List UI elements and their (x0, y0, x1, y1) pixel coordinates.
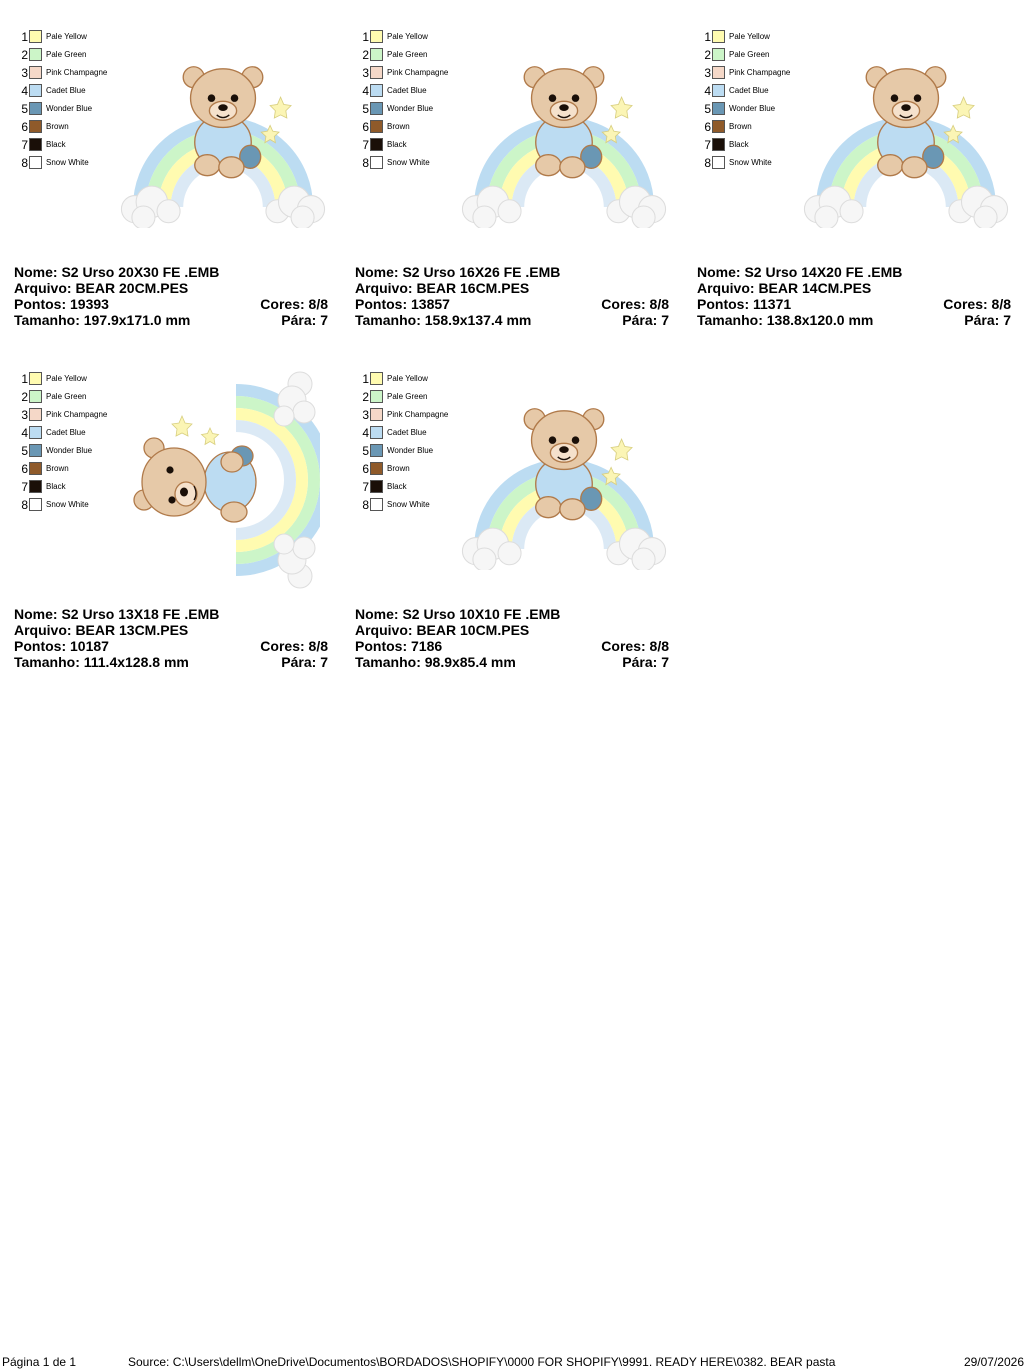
color-number: 6 (21, 462, 28, 476)
stop-count: Pára: 7 (281, 654, 328, 670)
color-number: 6 (704, 120, 711, 134)
color-legend-row (359, 442, 469, 460)
color-legend-row (18, 406, 128, 424)
color-swatch (29, 48, 42, 61)
color-number: 8 (21, 498, 28, 512)
stitch-count: Pontos: 10187 (14, 638, 109, 654)
color-name: Snow White (387, 158, 430, 167)
color-name: Wonder Blue (729, 104, 776, 113)
color-swatch (29, 390, 42, 403)
stitch-count: Pontos: 7186 (355, 638, 443, 654)
color-number: 4 (704, 84, 711, 98)
color-swatch (712, 30, 725, 43)
color-legend-row (18, 46, 128, 64)
color-swatch (370, 408, 383, 421)
color-name: Pale Green (387, 392, 428, 401)
color-legend-row (359, 370, 469, 388)
design-card (355, 26, 669, 346)
color-swatch (29, 102, 42, 115)
color-name: Black (46, 140, 66, 149)
color-swatch (370, 30, 383, 43)
color-swatch (29, 372, 42, 385)
color-number: 4 (21, 84, 28, 98)
color-swatch (370, 120, 383, 133)
color-legend-row (18, 100, 128, 118)
color-swatch (370, 462, 383, 475)
color-count: Cores: 8/8 (260, 296, 328, 312)
design-card (14, 368, 328, 688)
color-number: 7 (362, 480, 369, 494)
color-legend-row (18, 460, 128, 478)
color-legend (359, 28, 469, 172)
color-name: Black (46, 482, 66, 491)
color-number: 7 (362, 138, 369, 152)
color-name: Pale Green (387, 50, 428, 59)
color-legend-row (18, 370, 128, 388)
color-legend (18, 370, 128, 514)
design-info (14, 264, 328, 328)
color-name: Wonder Blue (387, 446, 434, 455)
color-number: 3 (704, 66, 711, 80)
design-file: Arquivo: BEAR 10CM.PES (355, 622, 530, 638)
color-name: Pale Green (46, 50, 87, 59)
color-count: Cores: 8/8 (260, 638, 328, 654)
design-name: Nome: S2 Urso 13X18 FE .EMB (14, 606, 220, 622)
design-size: Tamanho: 111.4x128.8 mm (14, 654, 189, 670)
bear-rainbow-embroidery-image (459, 50, 669, 228)
color-swatch (29, 84, 42, 97)
color-name: Brown (46, 122, 69, 131)
color-legend-row (18, 388, 128, 406)
color-name: Cadet Blue (387, 86, 427, 95)
color-swatch (29, 156, 42, 169)
color-number: 7 (21, 138, 28, 152)
color-number: 6 (21, 120, 28, 134)
color-number: 6 (362, 120, 369, 134)
design-size: Tamanho: 138.8x120.0 mm (697, 312, 874, 328)
color-name: Black (387, 140, 407, 149)
color-number: 5 (362, 102, 369, 116)
color-swatch (370, 444, 383, 457)
color-name: Pale Yellow (46, 32, 87, 41)
color-name: Pale Yellow (46, 374, 87, 383)
color-name: Pale Green (46, 392, 87, 401)
color-name: Pink Champagne (729, 68, 791, 77)
color-number: 2 (362, 390, 369, 404)
color-number: 2 (362, 48, 369, 62)
color-legend-row (359, 388, 469, 406)
color-swatch (370, 372, 383, 385)
bear-rainbow-embroidery-image (124, 370, 320, 594)
color-swatch (370, 66, 383, 79)
color-swatch (370, 480, 383, 493)
color-legend-row (359, 136, 469, 154)
color-legend-row (18, 154, 128, 172)
design-name: Nome: S2 Urso 20X30 FE .EMB (14, 264, 220, 280)
color-legend-row (18, 442, 128, 460)
color-number: 1 (362, 372, 369, 386)
color-swatch (29, 66, 42, 79)
color-swatch (712, 120, 725, 133)
color-number: 8 (704, 156, 711, 170)
color-swatch (29, 444, 42, 457)
color-legend-row (359, 424, 469, 442)
color-name: Snow White (46, 500, 89, 509)
color-swatch (370, 138, 383, 151)
color-name: Snow White (387, 500, 430, 509)
color-name: Pink Champagne (387, 68, 449, 77)
color-swatch (29, 498, 42, 511)
color-legend-row (18, 496, 128, 514)
color-legend-row (359, 478, 469, 496)
color-number: 1 (21, 372, 28, 386)
color-legend-row (18, 478, 128, 496)
color-legend-row (359, 28, 469, 46)
color-swatch (370, 102, 383, 115)
bear-rainbow-embroidery-image (459, 392, 669, 570)
color-legend-row (359, 46, 469, 64)
color-name: Black (729, 140, 749, 149)
color-number: 5 (21, 102, 28, 116)
color-name: Wonder Blue (387, 104, 434, 113)
color-number: 2 (21, 390, 28, 404)
color-legend-row (701, 118, 811, 136)
design-file: Arquivo: BEAR 13CM.PES (14, 622, 189, 638)
color-number: 4 (21, 426, 28, 440)
color-number: 8 (21, 156, 28, 170)
color-swatch (370, 426, 383, 439)
color-legend-row (701, 100, 811, 118)
color-name: Brown (387, 464, 410, 473)
design-name: Nome: S2 Urso 10X10 FE .EMB (355, 606, 561, 622)
design-info (355, 264, 669, 328)
color-number: 3 (362, 408, 369, 422)
color-legend-row (359, 82, 469, 100)
color-legend-row (18, 136, 128, 154)
color-swatch (712, 102, 725, 115)
color-legend-row (18, 64, 128, 82)
color-legend-row (701, 46, 811, 64)
color-number: 7 (704, 138, 711, 152)
color-swatch (370, 498, 383, 511)
stop-count: Pára: 7 (964, 312, 1011, 328)
color-legend-row (359, 406, 469, 424)
design-name: Nome: S2 Urso 14X20 FE .EMB (697, 264, 903, 280)
color-swatch (712, 66, 725, 79)
color-legend (18, 28, 128, 172)
design-info (697, 264, 1011, 328)
color-number: 8 (362, 498, 369, 512)
color-name: Cadet Blue (387, 428, 427, 437)
color-number: 4 (362, 426, 369, 440)
design-card (14, 26, 328, 346)
color-swatch (712, 156, 725, 169)
page-number: Página 1 de 1 (2, 1355, 77, 1369)
color-swatch (370, 156, 383, 169)
design-file: Arquivo: BEAR 14CM.PES (697, 280, 872, 296)
color-legend-row (701, 154, 811, 172)
design-card (355, 368, 669, 688)
color-legend-row (18, 118, 128, 136)
color-number: 1 (704, 30, 711, 44)
color-name: Black (387, 482, 407, 491)
color-swatch (712, 84, 725, 97)
color-number: 3 (21, 408, 28, 422)
color-name: Wonder Blue (46, 104, 93, 113)
stop-count: Pára: 7 (622, 654, 669, 670)
color-swatch (29, 408, 42, 421)
color-name: Pink Champagne (46, 68, 108, 77)
color-legend-row (701, 64, 811, 82)
color-legend-row (359, 118, 469, 136)
color-swatch (29, 462, 42, 475)
color-name: Brown (387, 122, 410, 131)
stitch-count: Pontos: 11371 (697, 296, 792, 312)
color-swatch (370, 84, 383, 97)
design-info (355, 606, 669, 670)
color-name: Snow White (729, 158, 772, 167)
color-count: Cores: 8/8 (601, 638, 669, 654)
stitch-count: Pontos: 19393 (14, 296, 109, 312)
color-swatch (29, 480, 42, 493)
page-footer (0, 1354, 1024, 1370)
color-legend-row (359, 460, 469, 478)
design-size: Tamanho: 158.9x137.4 mm (355, 312, 532, 328)
color-number: 2 (704, 48, 711, 62)
color-legend-row (701, 28, 811, 46)
color-name: Pale Yellow (387, 32, 428, 41)
color-number: 3 (362, 66, 369, 80)
color-legend (359, 370, 469, 514)
color-number: 4 (362, 84, 369, 98)
color-legend-row (18, 82, 128, 100)
color-name: Cadet Blue (729, 86, 769, 95)
color-number: 2 (21, 48, 28, 62)
color-name: Pink Champagne (387, 410, 449, 419)
color-name: Cadet Blue (46, 86, 86, 95)
color-legend-row (18, 424, 128, 442)
color-name: Pale Yellow (387, 374, 428, 383)
stitch-count: Pontos: 13857 (355, 296, 450, 312)
color-name: Brown (729, 122, 752, 131)
stop-count: Pára: 7 (622, 312, 669, 328)
color-legend-row (701, 82, 811, 100)
design-name: Nome: S2 Urso 16X26 FE .EMB (355, 264, 561, 280)
source-path: Source: C:\Users\dellm\OneDrive\Documentos\BORDADOS\SHOPIFY\0000 FOR SHOPIFY\9991. READY HERE\0382. BEAR pasta (128, 1355, 836, 1369)
color-swatch (370, 48, 383, 61)
color-legend-row (701, 136, 811, 154)
color-name: Cadet Blue (46, 428, 86, 437)
color-legend-row (359, 64, 469, 82)
color-name: Brown (46, 464, 69, 473)
color-count: Cores: 8/8 (601, 296, 669, 312)
color-number: 8 (362, 156, 369, 170)
color-legend-row (359, 154, 469, 172)
color-number: 3 (21, 66, 28, 80)
color-count: Cores: 8/8 (943, 296, 1011, 312)
design-card (697, 26, 1011, 346)
color-swatch (29, 138, 42, 151)
color-name: Pale Green (729, 50, 770, 59)
color-number: 6 (362, 462, 369, 476)
color-name: Pink Champagne (46, 410, 108, 419)
color-number: 5 (362, 444, 369, 458)
design-size: Tamanho: 98.9x85.4 mm (355, 654, 516, 670)
design-size: Tamanho: 197.9x171.0 mm (14, 312, 191, 328)
color-swatch (29, 120, 42, 133)
color-number: 7 (21, 480, 28, 494)
print-date: 29/07/2026 (963, 1355, 1024, 1369)
color-name: Snow White (46, 158, 89, 167)
color-swatch (370, 390, 383, 403)
stop-count: Pára: 7 (281, 312, 328, 328)
color-swatch (29, 426, 42, 439)
color-name: Pale Yellow (729, 32, 770, 41)
color-swatch (712, 138, 725, 151)
color-name: Wonder Blue (46, 446, 93, 455)
color-swatch (29, 30, 42, 43)
color-number: 5 (21, 444, 28, 458)
bear-rainbow-embroidery-image (801, 50, 1011, 228)
color-legend-row (359, 496, 469, 514)
color-number: 1 (21, 30, 28, 44)
color-legend-row (18, 28, 128, 46)
color-number: 5 (704, 102, 711, 116)
color-number: 1 (362, 30, 369, 44)
design-info (14, 606, 328, 670)
design-file: Arquivo: BEAR 20CM.PES (14, 280, 189, 296)
color-swatch (712, 48, 725, 61)
design-file: Arquivo: BEAR 16CM.PES (355, 280, 530, 296)
color-legend-row (359, 100, 469, 118)
bear-rainbow-embroidery-image (118, 50, 328, 228)
color-legend (701, 28, 811, 172)
